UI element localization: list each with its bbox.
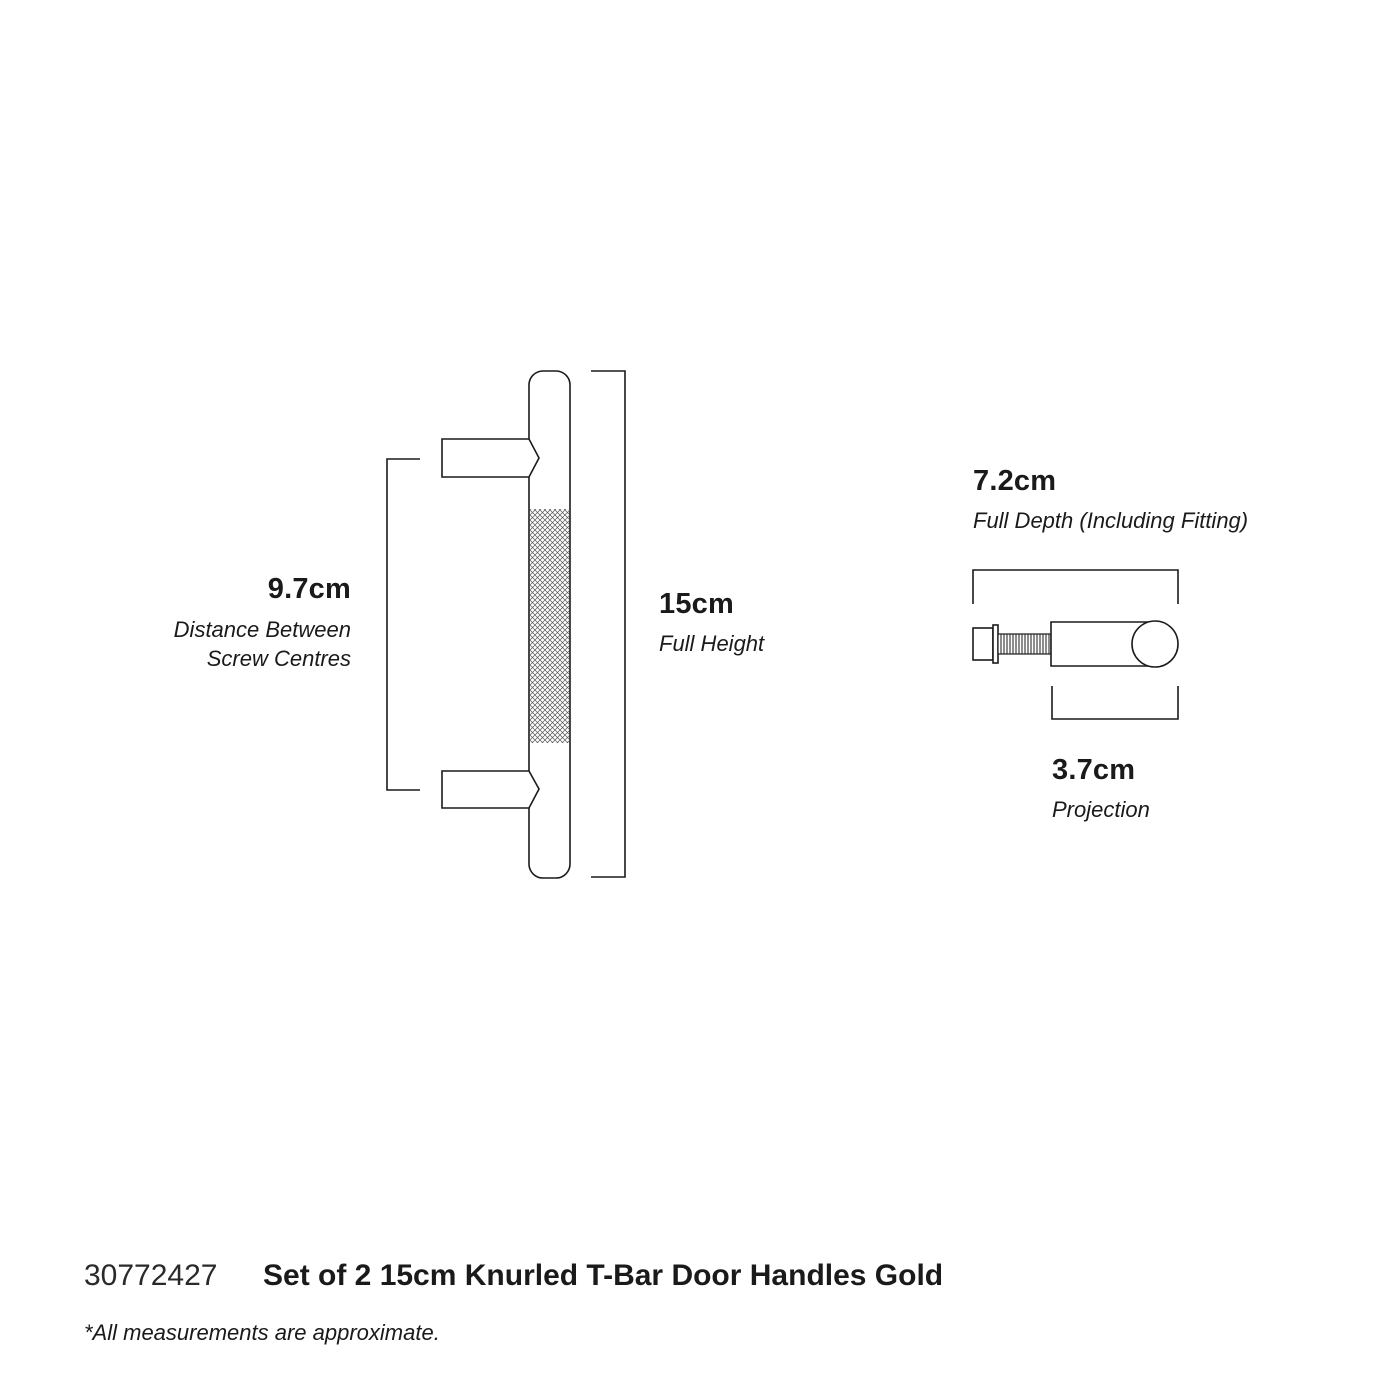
screw-centres-label-line2: Screw Centres: [206, 646, 351, 671]
knurled-grip: [530, 509, 569, 743]
handle-side-view: [973, 621, 1178, 667]
full-height-value: 15cm: [659, 588, 734, 620]
screw-centres-label-line1: Distance Between: [173, 617, 351, 642]
projection-bracket: [1052, 686, 1178, 719]
full-height-label: Full Height: [659, 631, 765, 656]
screw-washer: [993, 625, 998, 663]
projection-value: 3.7cm: [1052, 754, 1136, 786]
full-depth-value: 7.2cm: [973, 465, 1057, 497]
product-code: 30772427: [84, 1259, 218, 1292]
top-leg: [442, 439, 539, 477]
projection-label: Projection: [1052, 797, 1150, 822]
bar-cross-section: [1132, 621, 1178, 667]
disclaimer: *All measurements are approximate.: [84, 1320, 440, 1345]
full-depth-bracket: [973, 570, 1178, 604]
product-title: Set of 2 15cm Knurled T-Bar Door Handles Gold: [263, 1259, 944, 1292]
bottom-leg: [442, 771, 539, 808]
screw-centres-value: 9.7cm: [267, 573, 351, 605]
full-depth-label: Full Depth (Including Fitting): [973, 508, 1249, 533]
screw-head: [973, 628, 993, 660]
screw-centres-bracket: [387, 459, 420, 790]
handle-front-view: [442, 371, 570, 878]
full-height-bracket: [591, 371, 625, 877]
